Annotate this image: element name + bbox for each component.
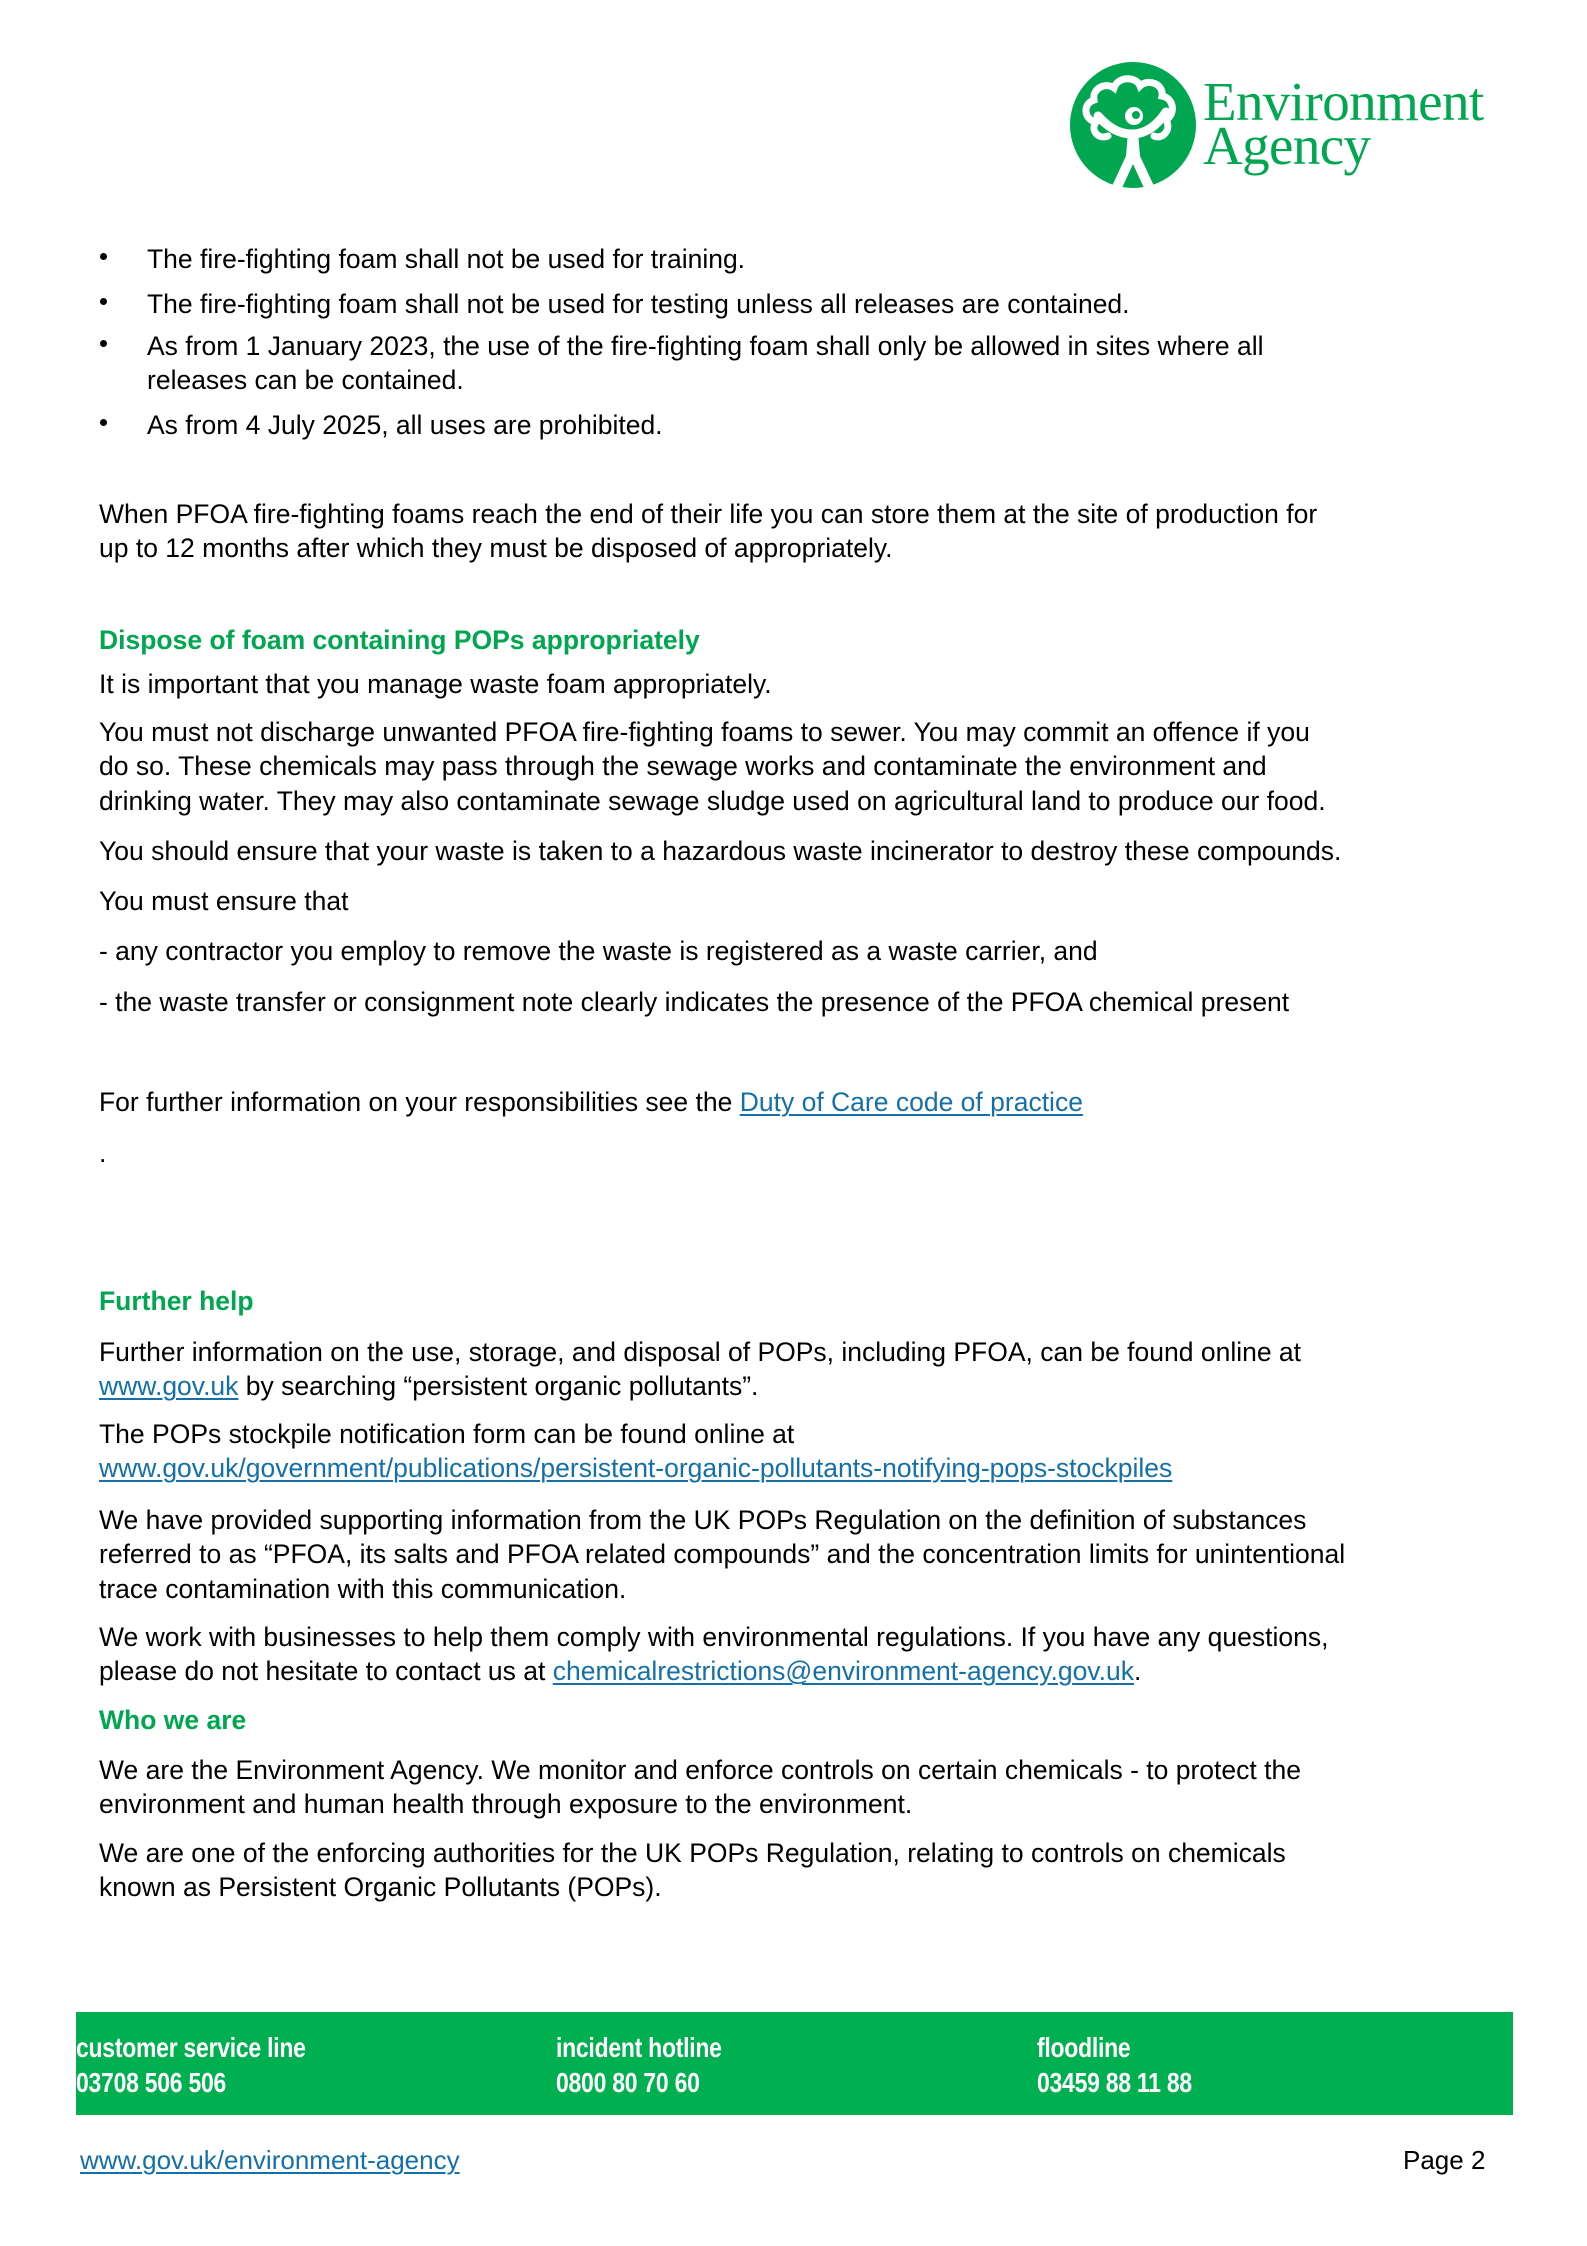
paragraph-line: [99, 1373, 758, 1400]
bullet-item: The fire-fighting foam shall not be used for testing unless all releases are contained.: [147, 289, 1130, 319]
contact-number[interactable]: 03708 506 506: [76, 2067, 227, 2098]
section-heading-who-we-are: Who we are: [99, 1705, 247, 1735]
environment-agency-logo: [1068, 60, 1528, 200]
duty-of-care-prefix: For further information on your responsibilities see the: [99, 1087, 740, 1117]
contact-label: floodline: [1037, 2032, 1131, 2063]
end-of-life-paragraph-line: up to 12 months after which they must be disposed of appropriately.: [99, 533, 893, 563]
contact-label: incident hotline: [556, 2032, 722, 2063]
contact-prefix: please do not hesitate to contact us at: [99, 1656, 553, 1686]
paragraph-line: known as Persistent Organic Pollutants (POPs).: [99, 1872, 662, 1902]
paragraph-line: [99, 1658, 1141, 1685]
contact-number[interactable]: 03459 88 11 88: [1037, 2067, 1192, 2098]
bullet-item: As from 1 January 2023, the use of the fire-fighting foam shall only be allowed in sites where all: [147, 331, 1264, 361]
requirement-item: - the waste transfer or consignment note clearly indicates the presence of the PFOA chemical present: [99, 987, 1290, 1017]
gov-uk-link[interactable]: www.gov.uk: [99, 1371, 239, 1401]
end-of-life-paragraph-line: When PFOA fire-fighting foams reach the end of their life you can store them at the site of production for: [99, 499, 1318, 529]
paragraph-line: drinking water. They may also contaminate sewage sludge used on agricultural land to produce our food.: [99, 786, 1326, 816]
paragraph-line: You should ensure that your waste is taken to a hazardous waste incinerator to destroy these compounds.: [99, 836, 1342, 866]
page-number: Page 2: [1403, 2145, 1486, 2175]
bullet-icon: [100, 253, 107, 260]
contact-bar: [76, 2012, 1513, 2115]
paragraph-line: trace contamination with this communication.: [99, 1574, 627, 1604]
contact-label: customer service line: [76, 2032, 306, 2063]
contact-email-link[interactable]: chemicalrestrictions@environment-agency.gov.uk: [552, 1656, 1134, 1686]
paragraph-line: referred to as “PFOA, its salts and PFOA related compounds” and the concentration limits for unintentional: [99, 1539, 1346, 1569]
paragraph-line: It is important that you manage waste foam appropriately.: [99, 669, 772, 699]
paragraph-line: [99, 1455, 1172, 1482]
stockpile-notification-link[interactable]: www.gov.uk/government/publications/persistent-organic-pollutants-notifying-pops-stockpiles: [99, 1453, 1173, 1483]
section-heading-dispose: Dispose of foam containing POPs appropriately: [99, 625, 700, 655]
tree-and-person-emblem-icon: [1068, 60, 1198, 190]
paragraph-line: The POPs stockpile notification form can be found online at: [99, 1419, 795, 1449]
bullet-icon: [100, 298, 107, 305]
footer-website-link[interactable]: www.gov.uk/environment-agency: [80, 2145, 460, 2175]
contact-number[interactable]: 0800 80 70 60: [556, 2067, 700, 2098]
paragraph-line: We are the Environment Agency. We monitor and enforce controls on certain chemicals - to protect the: [99, 1755, 1301, 1785]
paragraph-line: We work with businesses to help them comply with environmental regulations. If you have any questions,: [99, 1622, 1329, 1652]
bullet-icon: [100, 419, 107, 426]
contact-suffix: .: [1133, 1656, 1142, 1686]
paragraph-line: You must ensure that: [99, 886, 349, 916]
logo-word-environment: Environment: [1203, 71, 1484, 132]
duty-of-care-paragraph: [99, 1089, 1083, 1116]
paragraph-line: We have provided supporting information from the UK POPs Regulation on the definition of substances: [99, 1505, 1307, 1535]
logo-word-agency: Agency: [1203, 115, 1371, 176]
paragraph-line: We are one of the enforcing authorities for the UK POPs Regulation, relating to controls on chemicals: [99, 1838, 1286, 1868]
bullet-item-continuation: releases can be contained.: [147, 365, 464, 395]
paragraph-line: do so. These chemicals may pass through the sewage works and contaminate the environment and: [99, 751, 1267, 781]
paragraph-line: environment and human health through exposure to the environment.: [99, 1789, 913, 1819]
requirement-item: - any contractor you employ to remove the waste is registered as a waste carrier, and: [99, 936, 1098, 966]
bullet-item: The fire-fighting foam shall not be used for training.: [147, 244, 746, 274]
search-instruction-text: by searching “persistent organic pollutants”.: [238, 1371, 759, 1401]
paragraph-line: Further information on the use, storage, and disposal of POPs, including PFOA, can be found online at: [99, 1337, 1302, 1367]
bullet-icon: [100, 340, 107, 347]
section-heading-further-help: Further help: [99, 1286, 254, 1316]
bullet-item: As from 4 July 2025, all uses are prohibited.: [147, 410, 663, 440]
stray-period: .: [99, 1138, 107, 1168]
duty-of-care-link[interactable]: Duty of Care code of practice: [739, 1087, 1083, 1117]
paragraph-line: You must not discharge unwanted PFOA fire-fighting foams to sewer. You may commit an offence if you: [99, 717, 1310, 747]
